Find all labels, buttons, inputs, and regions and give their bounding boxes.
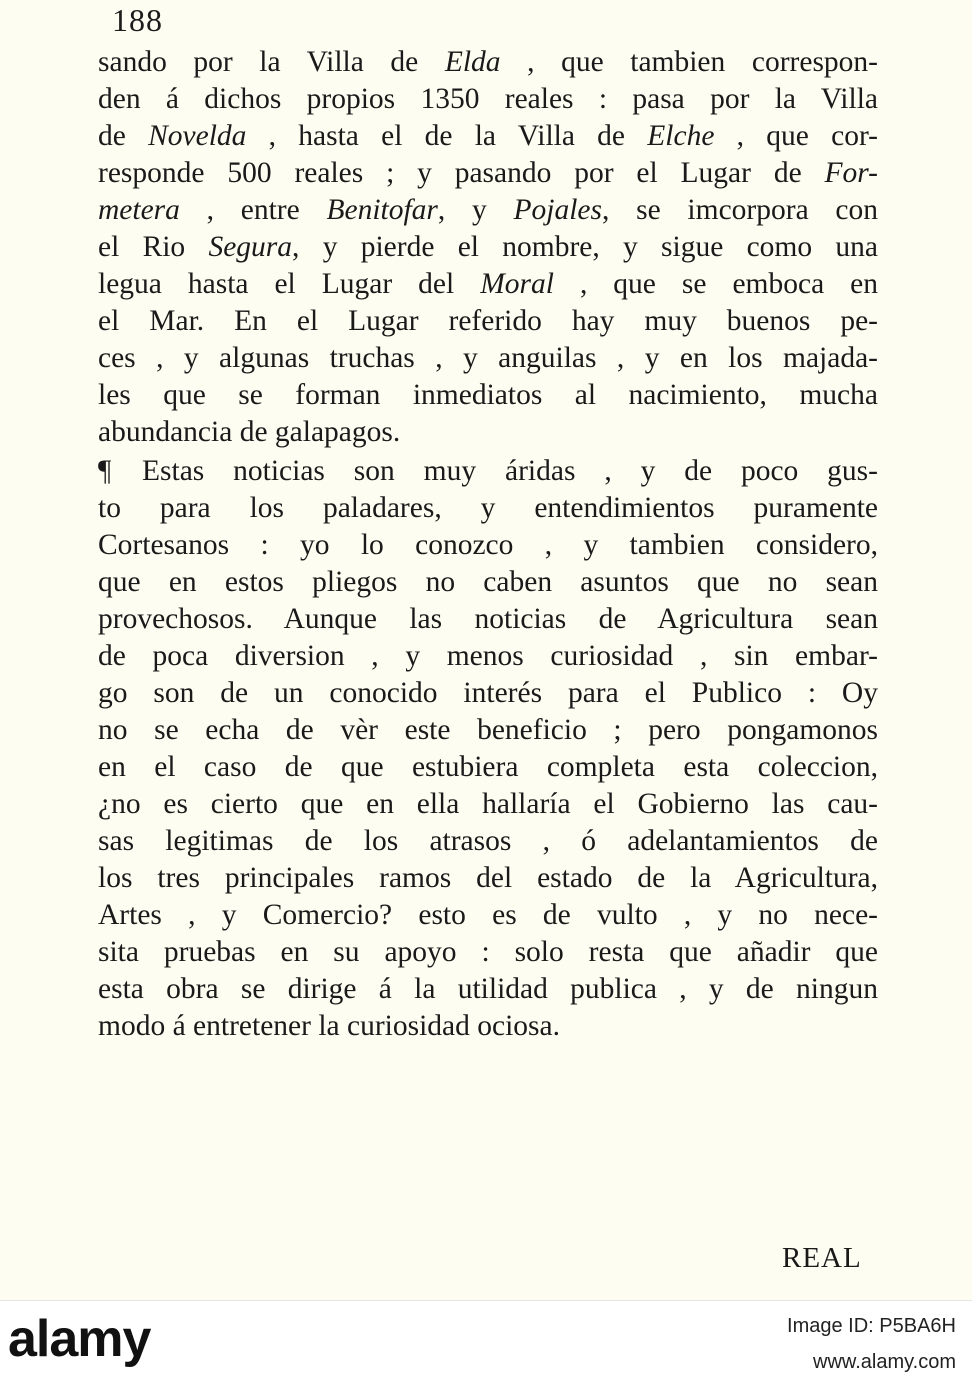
- text-segment: , que tambien correspon-: [500, 46, 878, 78]
- text-line: [98, 192, 878, 229]
- text-line: [98, 786, 878, 823]
- text-segment: , hasta el de la Villa de: [246, 120, 648, 152]
- italic-text: Pojales: [513, 194, 603, 226]
- text-segment: abundancia de galapagos.: [98, 416, 401, 448]
- text-segment: to para los paladares, y entendimientos puramente: [98, 492, 878, 524]
- text-segment: sando por la Villa de: [98, 46, 445, 78]
- text-segment: el Mar. En el Lugar referido hay muy buenos pe-: [98, 305, 878, 337]
- text-segment: en el caso de que estubiera completa esta coleccion,: [98, 751, 878, 783]
- text-segment: den á dichos propios 1350 reales : pasa por la Villa: [98, 83, 878, 115]
- text-line: [98, 675, 878, 712]
- text-segment: , que cor-: [714, 120, 879, 152]
- text-line: [98, 453, 878, 490]
- text-segment: Estas noticias son muy áridas , y de poco gus-: [142, 455, 878, 487]
- text-segment: de: [98, 120, 149, 152]
- italic-text: Novelda: [148, 120, 247, 152]
- paragraph-mark-icon: ¶: [98, 455, 112, 487]
- text-segment: modo á entretener la curiosidad ociosa.: [98, 1010, 560, 1042]
- text-segment: responde 500 reales ; y pasando por el Lugar de: [98, 157, 825, 189]
- italic-text: Elche: [647, 120, 715, 152]
- text-line: [98, 749, 878, 786]
- text-segment: Cortesanos : yo lo conozco , y tambien considero,: [98, 529, 878, 561]
- text-segment: provechosos. Aunque las noticias de Agricultura sean: [98, 603, 878, 635]
- text-segment: de poca diversion , y menos curiosidad , sin embar-: [98, 640, 878, 672]
- catchword: REAL: [782, 1242, 862, 1274]
- text-line: [98, 934, 878, 971]
- text-line: [98, 490, 878, 527]
- text-segment: go son de un conocido interés para el Publico : Oy: [98, 677, 878, 709]
- image-id-label: Image ID: P5BA6H: [787, 1315, 956, 1337]
- text-line: [98, 823, 878, 860]
- italic-text: metera: [98, 194, 180, 226]
- text-block: [98, 44, 878, 1045]
- text-line: [98, 229, 878, 266]
- text-segment: esta obra se dirige á la utilidad publica , y de ningun: [98, 973, 878, 1005]
- page-number: 188: [112, 2, 163, 38]
- text-line: [98, 303, 878, 340]
- text-line: [98, 340, 878, 377]
- text-line: [98, 266, 878, 303]
- text-segment: , y: [437, 194, 514, 226]
- text-line: [98, 1008, 878, 1045]
- text-line: [98, 564, 878, 601]
- italic-text: Moral: [480, 268, 554, 300]
- text-segment: Artes , y Comercio? esto es de vulto , y no nece-: [98, 899, 878, 931]
- text-line: [98, 155, 878, 192]
- text-segment: sita pruebas en su apoyo : solo resta que añadir que: [98, 936, 878, 968]
- text-line: [98, 897, 878, 934]
- text-segment: , entre: [179, 194, 327, 226]
- text-line: [98, 81, 878, 118]
- text-segment: sas legitimas de los atrasos , ó adelantamientos de: [98, 825, 878, 857]
- site-url: www.alamy.com: [813, 1351, 956, 1373]
- text-segment: ces , y algunas truchas , y anguilas , y en los majada-: [98, 342, 878, 374]
- text-segment: ¿no es cierto que en ella hallaría el Gobierno las cau-: [98, 788, 878, 820]
- italic-text: Elda: [444, 46, 501, 78]
- alamy-logo-text: alamy: [8, 1310, 151, 1368]
- text-segment: , que se emboca en: [553, 268, 878, 300]
- text-line: [98, 414, 878, 451]
- text-segment: el Rio: [98, 231, 209, 263]
- text-line: [98, 971, 878, 1008]
- alamy-logo: [8, 1309, 150, 1369]
- text-line: [98, 638, 878, 675]
- text-segment: los tres principales ramos del estado de la Agricultura,: [98, 862, 878, 894]
- italic-text: For-: [824, 157, 878, 189]
- text-segment: que en estos pliegos no caben asuntos que no sean: [98, 566, 878, 598]
- text-line: [98, 44, 878, 81]
- text-line: [98, 601, 878, 638]
- text-segment: legua hasta el Lugar del: [98, 268, 481, 300]
- text-line: [98, 377, 878, 414]
- watermark-footer: [0, 1300, 972, 1391]
- text-segment: no se echa de vèr este beneficio ; pero pongamonos: [98, 714, 878, 746]
- italic-text: Benitofar: [326, 194, 438, 226]
- text-line: [98, 118, 878, 155]
- text-segment: , se imcorpora con: [602, 194, 878, 226]
- text-line: [98, 860, 878, 897]
- text-line: [98, 712, 878, 749]
- text-line: [98, 527, 878, 564]
- text-segment: les que se forman inmediatos al nacimiento, mucha: [98, 379, 878, 411]
- italic-text: Segura: [208, 231, 293, 263]
- text-segment: , y pierde el nombre, y sigue como una: [292, 231, 878, 263]
